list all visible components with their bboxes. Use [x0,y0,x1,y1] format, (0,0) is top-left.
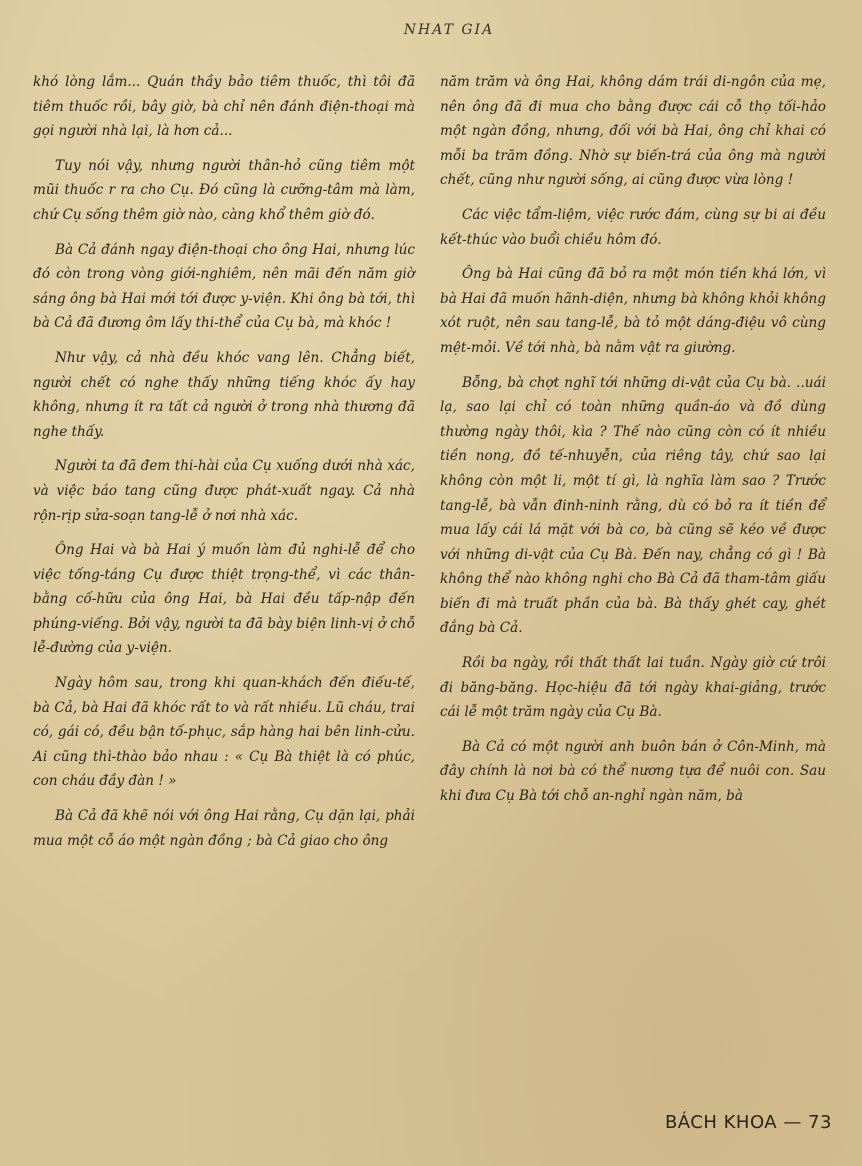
right-column [440,70,826,819]
paragraph: Bà Cả đã khẽ nói với ông Hai rằng, Cụ dặn lại, phải mua một cỗ áo một ngàn đồng ; bà Cả giao cho ông [33,808,415,849]
left-column [33,70,415,863]
paragraph: Bà Cả đánh ngay điện-thoại cho ông Hai, nhưng lúc đó còn trong vòng giới-nghiêm, nên mãi đến năm giờ sáng ông bà Hai mới tới được y-viện. Khi ông bà tới, thì bà Cả đã đương ôm lấy thi-thể của Cụ bà, mà khóc ! [33,241,415,332]
paragraph: Tuy nói vậy, nhưng người thân-hỏ cũng tiêm một mũi thuốc r ra cho Cụ. Đó cũng là cưỡng-tâm mà làm, chứ Cụ sống thêm giờ nào, càng khổ thêm giờ đó. [33,157,415,223]
magazine-name: BÁCH KHOA [664,1112,778,1133]
paragraph: Người ta đã đem thi-hài của Cụ xuống dưới nhà xác, và việc báo tang cũng được phát-xuất ngay. Cả nhà rộn-rịp sửa-soạn tang-lễ ở nơi nhà xác. [33,458,415,524]
paragraph: Các việc tẩm-liệm, việc rước đám, cùng sự bi ai đều kết-thúc vào buổi chiều hôm đó. [440,206,826,248]
paragraph: Rồi ba ngày, rồi thất thất lai tuần. Ngày giờ cứ trôi đi băng-băng. Học-hiệu đã tới ngày khai-giảng, trước cái lễ một trăm ngày của Cụ Bà. [440,655,826,721]
paragraph: Ông bà Hai cũng đã bỏ ra một món tiền khá lớn, vì bà Hai đã muốn hãnh-diện, nhưng bà không khỏi không xót ruột, nên sau tang-lễ, bà tỏ một dáng-điệu vô cùng mệt-mỏi. Về tới nhà, bà nằm vật ra giường. [440,266,826,356]
paragraph: Như vậy, cả nhà đều khóc vang lên. Chẳng biết, người chết có nghe thấy những tiếng khóc ấy hay không, nhưng ít ra tất cả người ở trong nhà thương đã nghe thấy. [33,349,415,440]
footer-separator: — [783,1112,802,1133]
paragraph: Ngày hôm sau, trong khi quan-khách đến điếu-tế, bà Cả, bà Hai đã khóc rất to và rất nhiều. Lũ cháu, trai có, gái có, đều bận tố-phục, sắp hàng hai bên linh-cửu. Ai cũng thì-thào bảo nhau : « Cụ Bà thiệt là có phúc, con cháu đầy đàn ! » [33,675,415,790]
page-footer [665,1112,832,1133]
paragraph: khó lòng lắm... Quán thầy bảo tiêm thuốc, thì tôi đã tiêm thuốc rồi, bây giờ, bà chỉ nên đánh điện-thoại mà gọi người nhà lại, là hơn cả... [33,74,415,140]
page-number: 73 [808,1112,832,1133]
paragraph: năm trăm và ông Hai, không dám trái di-ngôn của mẹ, nên ông đã đi mua cho bằng được cái cỗ thọ tối-hảo một ngàn đồng, nhưng, đối với bà Hai, ông chỉ khai có mỗi ba trăm đồng. Nhờ sự biến-trá của ông mà người chết, cũng như người sống, ai cũng được vừa lòng ! [440,74,826,189]
running-title: NHAT GIA [403,22,495,38]
paragraph: Bà Cả có một người anh buôn bán ở Côn-Minh, mà đây chính là nơi bà có thể nương tựa để nuôi con. Sau khi đưa Cụ Bà tới chỗ an-nghỉ ngàn năm, bà [440,738,826,805]
paragraph: Ông Hai và bà Hai ý muốn làm đủ nghi-lễ để cho việc tống-táng Cụ được thiệt trọng-thể, vì các thân-bằng cố-hữu của ông Hai, bà Hai đều tấp-nập đến phúng-viếng. Bởi vậy, người ta đã bày biện linh-vị ở chỗ lễ-đường của y-viện. [33,542,415,657]
paragraph: Bỗng, bà chợt nghĩ tới những di-vật của Cụ bà. ..uái lạ, sao lại chỉ có toàn những quần-áo và đồ dùng thường ngày thôi, kìa ? Thế nào cũng còn có ít nhiều tiền nong, đồ tế-nhuyễn, của riêng tây, chứ sao lại không còn một li, một tí gì, là nghĩa làm sao ? Trước tang-lễ, bà vẫn đinh-ninh rằng, dù có bỏ ra ít tiền để mua lấy cái lá mặt với bà co, bà cũng sẽ kéo về được với những di-vật của Cụ Bà. Đến nay, chẳng có gì ! Bà không thể nào không nghi cho Bà Cả đã tham-tâm giấu biến đi mà truất phần của bà. Bà thấy ghét cay, ghét đắng bà Cả. [440,374,826,637]
